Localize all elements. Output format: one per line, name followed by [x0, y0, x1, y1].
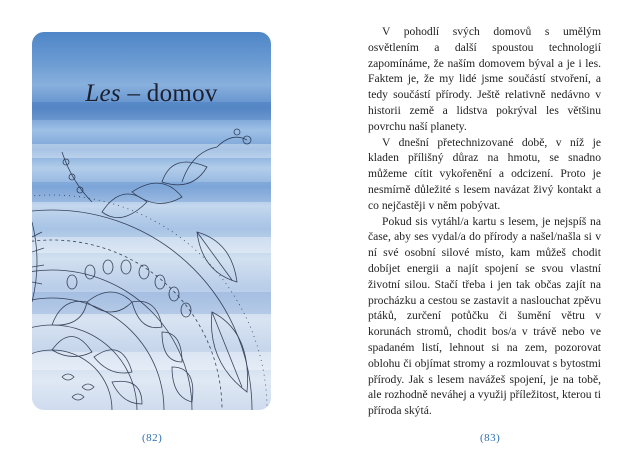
card-title-word: Les: [85, 80, 121, 107]
page-number-left: (82): [142, 432, 163, 444]
page-number-right: (83): [480, 432, 501, 444]
right-page: [320, 0, 640, 474]
paragraph-2: V dnešní přetechnizované době, v níž je kladen přílišný důraz na hmotu, se snadno můžeme cítit vykořenění a odcizení. Proto je nesmírně důležité s lesem navázat živý kontakt a co nejčastěji v něm pobývat.: [368, 135, 601, 212]
forest-card: [32, 32, 271, 410]
mandala-illustration: [32, 32, 271, 410]
body-text: [368, 24, 601, 419]
paragraph-1: V pohodlí svých domovů s umělým osvětlením a další spoustou technologií zapomínáme, že naším domovem býval a je i les. Faktem je, že my lidé jsme součástí stvoření, a tedy součástí přírody. Ještě relativně nedávno v historii země a lidstva pokrýval les většinu povrchu naší planety.: [368, 25, 601, 133]
card-title-rest: – domov: [120, 80, 218, 107]
paragraph-3: Pokud sis vytáhl/a kartu s lesem, je nejspíš na čase, aby ses vydal/a do přírody a našel/našla si v ní své osobní silové místo, kam můžeš chodit dobíjet energii a najít spojení se svou vlastní životní silou. Stačí třeba i jen tak občas zajít na procházku a cestou se zastavit a naslouchat zpěvu ptáků, zurčení potůčku či šumění větru v korunách stromů, chodit bos/a v trávě nebo ve spadaném listí, lehnout si na zem, pozorovat oblohu či objímat stromy a rozmlouvat s bytostmi přírody. Jak s lesem navážeš spojení, je na tobě, ale rozhodně neváhej a využij příležitost, kterou ti příroda skýtá.: [368, 214, 601, 418]
